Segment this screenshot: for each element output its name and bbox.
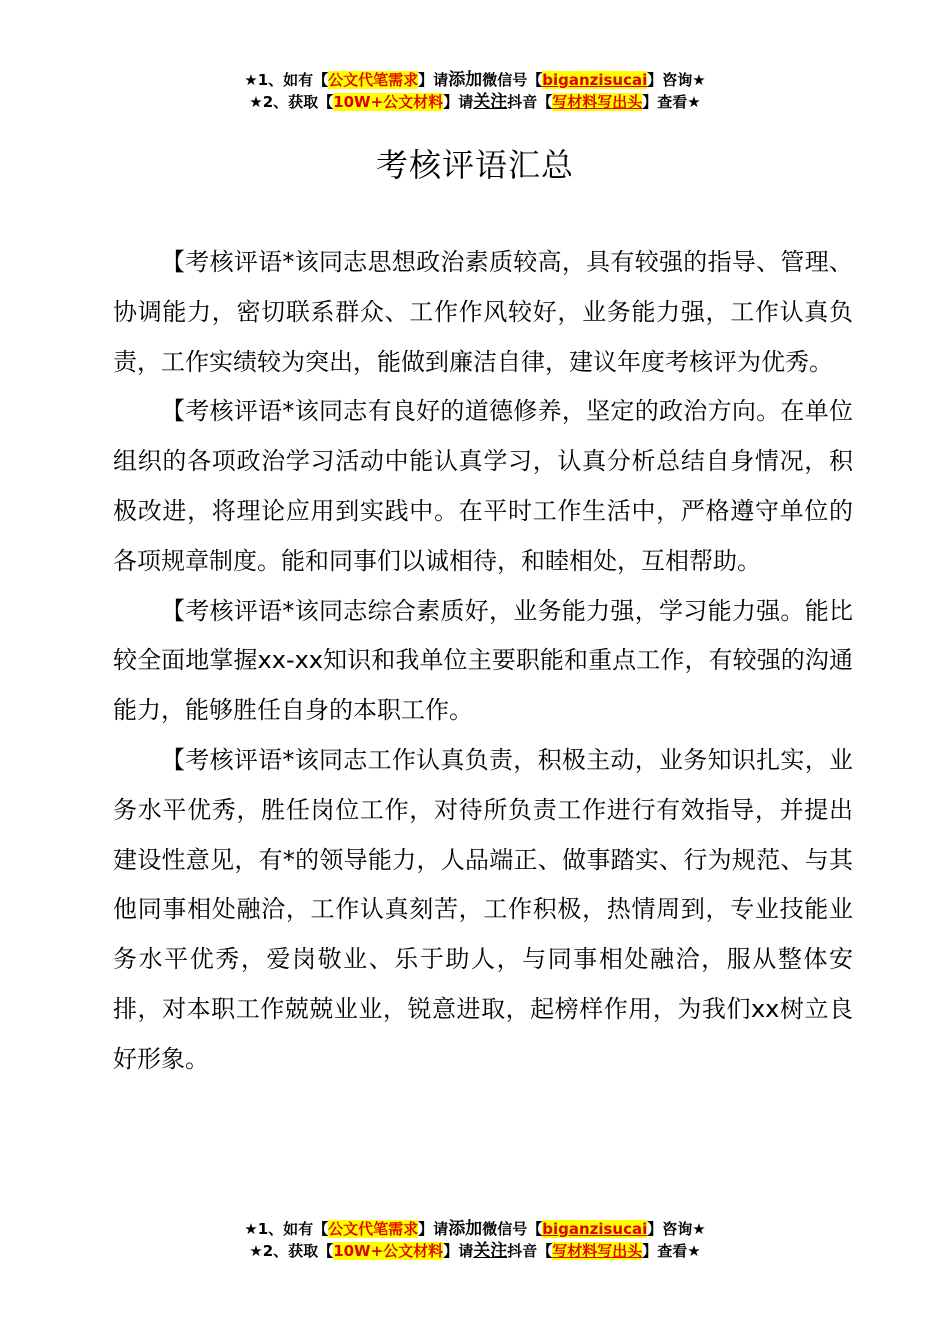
promo-highlight: 公文代笔需求 — [328, 71, 419, 89]
promo-emphasis: 添加 — [448, 70, 483, 90]
promo-douyin-id: 写材料写出头 — [552, 93, 643, 111]
promo-text: ★2、获取【 — [249, 93, 334, 111]
paragraph: 【考核评语*该同志有良好的道德修养，坚定的政治方向。在单位组织的各项政治学习活动中能认真学习，认真分析总结自身情况，积极改进，将理论应用到实践中。在平时工作生活中，严格遵守单位的各项规章制度。能和同事们以诚相待，和睦相处，互相帮助。 — [113, 397, 853, 575]
promo-emphasis: 关注 — [473, 92, 508, 112]
promo-text: ★1、如有【 — [244, 1220, 329, 1238]
promo-text: 】请 — [443, 1242, 474, 1260]
promo-text: 抖音【 — [507, 1242, 553, 1260]
promo-text: 】请 — [418, 71, 449, 89]
promo-line-2 — [0, 91, 950, 113]
paragraph: 【考核评语*该同志思想政治素质较高，具有较强的指导、管理、协调能力，密切联系群众、工作作风较好，业务能力强，工作认真负责，工作实绩较为突出，能做到廉洁自律，建议年度考核评为优秀。 — [113, 248, 853, 376]
promo-text: 】咨询★ — [647, 1220, 706, 1238]
promo-text: 】请 — [443, 93, 474, 111]
promo-line-1 — [0, 69, 950, 91]
promo-douyin-id: 写材料写出头 — [552, 1242, 643, 1260]
promo-text: 微信号【 — [482, 71, 543, 89]
promo-wechat-id: biganzisucai — [542, 71, 648, 89]
promo-text: ★2、获取【 — [249, 1242, 334, 1260]
promo-text: 抖音【 — [507, 93, 553, 111]
promo-highlight: 公文代笔需求 — [328, 1220, 419, 1238]
promo-highlight: 10W+公文材料 — [333, 1242, 444, 1260]
paragraph: 【考核评语*该同志综合素质好，业务能力强，学习能力强。能比较全面地掌握xx-xx知识和我单位主要职能和重点工作，有较强的沟通能力，能够胜任自身的本职工作。 — [113, 596, 853, 725]
promo-text: 】查看★ — [642, 93, 701, 111]
promo-line-1 — [0, 1218, 950, 1240]
document-title: 考核评语汇总 — [375, 146, 574, 184]
document-body — [113, 238, 853, 1085]
bottom-promo-banner — [0, 1218, 950, 1262]
promo-highlight: 10W+公文材料 — [333, 93, 444, 111]
promo-emphasis: 关注 — [473, 1241, 508, 1261]
promo-text: ★1、如有【 — [244, 71, 329, 89]
promo-text: 】查看★ — [642, 1242, 701, 1260]
promo-wechat-id: biganzisucai — [542, 1220, 648, 1238]
promo-line-2 — [0, 1240, 950, 1262]
promo-text: 】请 — [418, 1220, 449, 1238]
top-promo-banner — [0, 69, 950, 113]
promo-emphasis: 添加 — [448, 1219, 483, 1239]
paragraph: 【考核评语*该同志工作认真负责，积极主动，业务知识扎实，业务水平优秀，胜任岗位工作，对待所负责工作进行有效指导，并提出建设性意见，有*的领导能力，人品端正、做事踏实、行为规范、与其他同事相处融洽，工作认真刻苦，工作积极，热情周到，专业技能业务水平优秀，爱岗敬业、乐于助人，与同事相处融洽，服从整体安排，对本职工作兢兢业业，锐意进取，起榜样作用，为我们xx树立良好形象。 — [113, 745, 853, 1073]
promo-text: 微信号【 — [482, 1220, 543, 1238]
promo-text: 】咨询★ — [647, 71, 706, 89]
